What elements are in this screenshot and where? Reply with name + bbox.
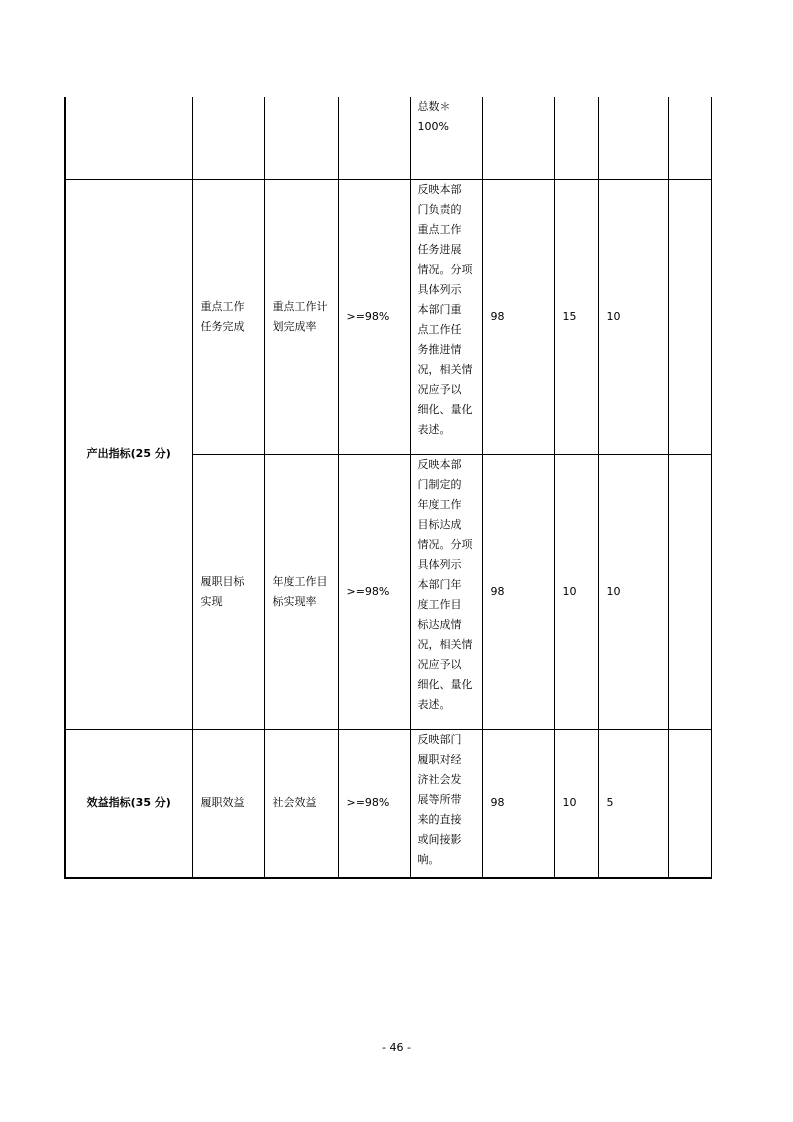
weight-cell: 10 <box>554 454 598 729</box>
score-cell: 10 <box>598 454 668 729</box>
tertiary-indicator-cell <box>264 97 338 179</box>
weight-cell <box>554 97 598 179</box>
category-cell <box>65 97 192 179</box>
actual-value-cell: 98 <box>482 729 554 878</box>
actual-value-cell: 98 <box>482 454 554 729</box>
description-cell: 反映本部 门负责的 重点工作 任务进展 情况。分项 具体列示 本部门重 点工作任 务推进情 况，相关情 况应予以 细化、量化 表述。 <box>410 179 482 454</box>
performance-indicator-table <box>64 97 712 879</box>
target-cell: >=98% <box>338 729 410 878</box>
note-cell <box>668 454 711 729</box>
score-cell: 10 <box>598 179 668 454</box>
tertiary-indicator-cell: 重点工作计 划完成率 <box>264 179 338 454</box>
table-row-key-work <box>65 179 711 454</box>
note-cell <box>668 97 711 179</box>
description-cell: 总数＊ 100% <box>410 97 482 179</box>
target-cell: >=98% <box>338 454 410 729</box>
secondary-indicator-cell: 重点工作 任务完成 <box>192 179 264 454</box>
target-cell: >=98% <box>338 179 410 454</box>
actual-value-cell <box>482 97 554 179</box>
weight-cell: 15 <box>554 179 598 454</box>
page-number: - 46 - <box>382 1041 411 1054</box>
target-cell <box>338 97 410 179</box>
weight-cell: 10 <box>554 729 598 878</box>
tertiary-indicator-cell: 社会效益 <box>264 729 338 878</box>
note-cell <box>668 729 711 878</box>
table-row-continued <box>65 97 711 179</box>
description-cell: 反映部门 履职对经 济社会发 展等所带 来的直接 或间接影 响。 <box>410 729 482 878</box>
category-cell-output: 产出指标(25 分) <box>65 179 192 729</box>
table-row-benefit <box>65 729 711 878</box>
actual-value-cell: 98 <box>482 179 554 454</box>
description-cell: 反映本部 门制定的 年度工作 目标达成 情况。分项 具体列示 本部门年 度工作目 标达成情 况，相关情 况应予以 细化、量化 表述。 <box>410 454 482 729</box>
score-cell <box>598 97 668 179</box>
tertiary-indicator-cell: 年度工作目 标实现率 <box>264 454 338 729</box>
score-cell: 5 <box>598 729 668 878</box>
category-cell-benefit: 效益指标(35 分) <box>65 729 192 878</box>
secondary-indicator-cell <box>192 97 264 179</box>
secondary-indicator-cell: 履职效益 <box>192 729 264 878</box>
note-cell <box>668 179 711 454</box>
secondary-indicator-cell: 履职目标 实现 <box>192 454 264 729</box>
